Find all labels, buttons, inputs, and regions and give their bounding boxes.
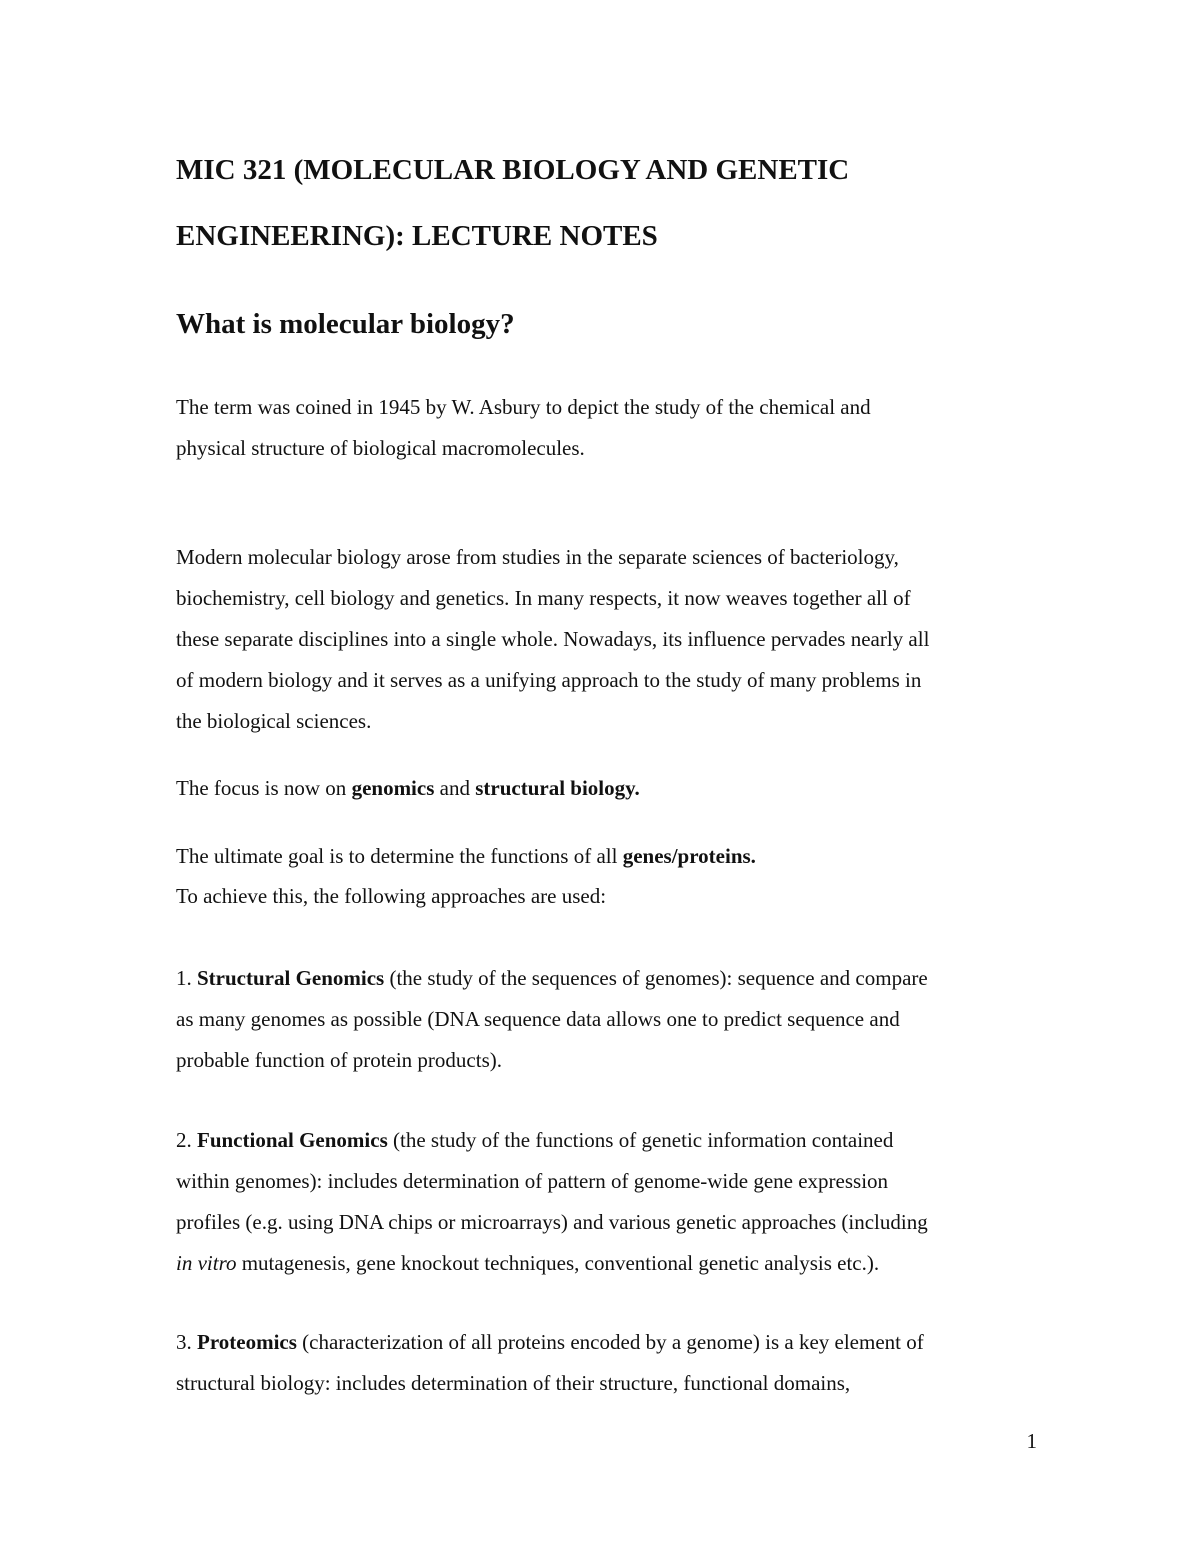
paragraph-line (176, 768, 1036, 809)
list-number: 1. (176, 966, 197, 990)
paragraph-line: profiles (e.g. using DNA chips or microarrays) and various genetic approaches (including (176, 1210, 928, 1234)
paragraph-line (176, 836, 1036, 877)
text-run: mutagenesis, gene knockout techniques, conventional genetic analysis etc.). (236, 1251, 880, 1275)
title-line-2: ENGINEERING): LECTURE NOTES (176, 220, 658, 252)
paragraph-line (176, 1120, 1036, 1161)
text-run: (the study of the sequences of genomes): sequence and compare (384, 966, 928, 990)
section-heading: What is molecular biology? (176, 308, 515, 340)
italic-term-in-vitro: in vitro (176, 1251, 237, 1275)
bold-term-genomics: genomics (351, 776, 435, 800)
paragraph-line (176, 1243, 1036, 1284)
paragraph-line (176, 958, 1036, 999)
bold-term-functional-genomics: Functional Genomics (197, 1128, 388, 1152)
paragraph-line: structural biology: includes determination of their structure, functional domains, (176, 1371, 851, 1395)
text-run: (characterization of all proteins encoded by a genome) is a key element of (296, 1330, 924, 1354)
paragraph-line: To achieve this, the following approaches are used: (176, 884, 607, 908)
bold-term-proteomics: Proteomics (197, 1330, 297, 1354)
paragraph-line: Modern molecular biology arose from studies in the separate sciences of bacteriology, (176, 545, 899, 569)
paragraph-line: as many genomes as possible (DNA sequence data allows one to predict sequence and (176, 1007, 900, 1031)
paragraph-line (176, 1322, 1036, 1363)
document-title (176, 137, 1036, 269)
paragraph-line: of modern biology and it serves as a unifying approach to the study of many problems in (176, 668, 922, 692)
paragraph-line: within genomes): includes determination of pattern of genome-wide gene expression (176, 1169, 889, 1193)
paragraph-modern-molecular-biology (176, 537, 1036, 742)
list-item-structural-genomics (176, 958, 1036, 1081)
paragraph-term-origin (176, 387, 1036, 469)
list-number: 2. (176, 1128, 197, 1152)
text-run: and (434, 776, 476, 800)
list-item-proteomics (176, 1322, 1036, 1404)
paragraph-line: probable function of protein products). (176, 1048, 502, 1072)
paragraph-line: the biological sciences. (176, 709, 372, 733)
page-number: 1 (1026, 1429, 1037, 1453)
paragraph-focus (176, 768, 1036, 809)
title-line-1: MIC 321 (MOLECULAR BIOLOGY AND GENETIC (176, 154, 850, 186)
list-item-functional-genomics (176, 1120, 1036, 1284)
paragraph-line: The term was coined in 1945 by W. Asbury to depict the study of the chemical and (176, 395, 871, 419)
text-run: (the study of the functions of genetic information contained (387, 1128, 894, 1152)
bold-term-genes-proteins: genes/proteins. (622, 844, 756, 868)
list-number: 3. (176, 1330, 197, 1354)
paragraph-line: physical structure of biological macromolecules. (176, 436, 585, 460)
paragraph-line: these separate disciplines into a single whole. Nowadays, its influence pervades nearly all (176, 627, 930, 651)
text-run: The focus is now on (176, 776, 352, 800)
text-run: The ultimate goal is to determine the functions of all (176, 844, 623, 868)
bold-term-structural-genomics: Structural Genomics (197, 966, 385, 990)
paragraph-ultimate-goal (176, 836, 1036, 877)
paragraph-line: biochemistry, cell biology and genetics. In many respects, it now weaves together all of (176, 586, 911, 610)
paragraph-approaches-intro (176, 876, 1036, 917)
bold-term-structural-biology: structural biology. (475, 776, 640, 800)
